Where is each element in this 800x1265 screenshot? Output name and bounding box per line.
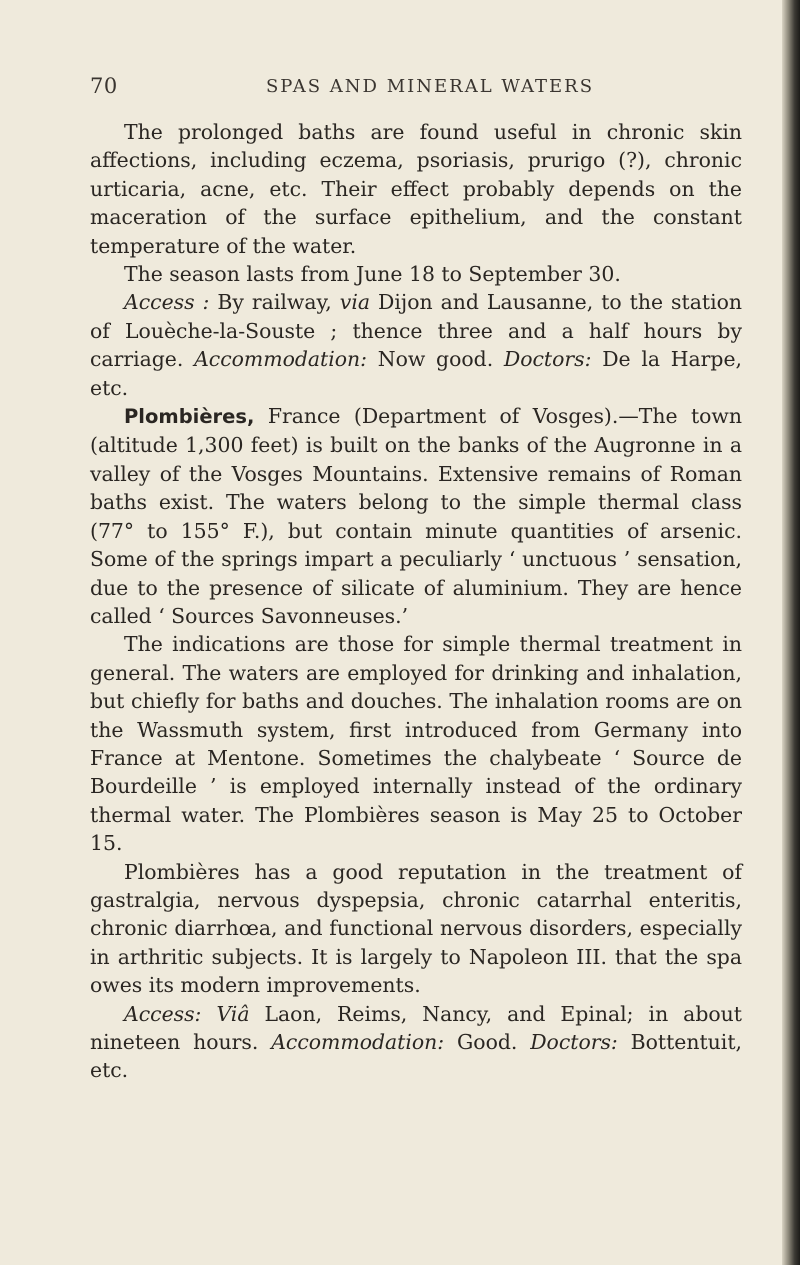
plombieres-description: France (Department of Vosges).—The town (altitude 1,300 feet) is built on the banks of the Augronne in a valley of the Vosges Mountains. Extensive remains of Roman baths exist. The waters belong to the simple thermal class (77° to 155° F.), but contain minute quantities of arsenic. Some of the springs impart a peculiarly ‘ unctuous ’ sensation, due to the presence of silicate of aluminium. They are hence called ‘ Sources Savonneuses.’ <box>90 404 742 628</box>
accommodation-text-2: Good. <box>444 1030 531 1054</box>
via-word-2: Viâ <box>216 1001 250 1026</box>
accommodation-label: Accommodation: <box>194 347 368 372</box>
page-number: 70 <box>90 74 118 98</box>
paragraph-plombieres-access <box>90 1000 742 1085</box>
running-title: SPAS AND MINERAL WATERS <box>265 76 595 97</box>
book-spine-shadow <box>782 0 800 1265</box>
access-text-1: By railway, <box>209 290 340 315</box>
via-word: via <box>339 290 370 315</box>
access-label-2: Access: <box>124 1001 202 1026</box>
accommodation-label-2: Accommodation: <box>271 1030 445 1054</box>
doctors-label-2: Doctors: <box>530 1030 618 1054</box>
access-label: Access : <box>124 290 210 315</box>
paragraph-indications: The indications are those for simple thermal treatment in general. The waters are employed for drinking and inhalation, but chiefly for baths and douches. The inhalation rooms are on the Wassmuth system, first introduced from Germany into France at Mentone. Sometimes the chalybeate ‘ Source de Bourdeille ’ is employed internally instead of the ordinary thermal water. The Plombières season is May 25 to October 15. <box>90 632 742 856</box>
paragraph-skin-affections: The prolonged baths are found useful in chronic skin affections, including eczema, psoriasis, prurigo (?), chronic urticaria, acne, etc. Their effect probably depends on the maceration of the surface epithelium, and the constant temperature of the water. <box>90 120 742 258</box>
paragraph-plombieres-intro <box>90 402 742 630</box>
body-text <box>90 118 742 1085</box>
doctors-text: De la Harpe, etc. <box>90 347 742 400</box>
access-text-3: Laon, Reims, Nancy, and Epinal; in about nineteen hours. <box>90 1001 742 1054</box>
entry-heading-plombieres: Plombières, <box>124 405 255 429</box>
accommodation-text: Now good. <box>367 347 504 372</box>
doctors-label: Doctors: <box>503 347 592 372</box>
paragraph-leuk-access <box>90 288 742 402</box>
running-head <box>90 74 770 104</box>
paragraph-reputation: Plombières has a good reputation in the treatment of gastralgia, nervous dyspepsia, chronic catarrhal enteritis, chronic diarrhœa, and functional nervous disorders, especially in arthritic subjects. It is largely to Napoleon III. that the spa owes its modern improvements. <box>90 859 742 998</box>
paragraph-season: The season lasts from June 18 to September 30. <box>124 262 621 287</box>
access-text-2: Dijon and Lausanne, to the station of Louèche-la-Souste ; thence three and a half hours by carriage. <box>90 290 742 372</box>
doctors-text-2: Bottentuit, etc. <box>90 1030 743 1083</box>
